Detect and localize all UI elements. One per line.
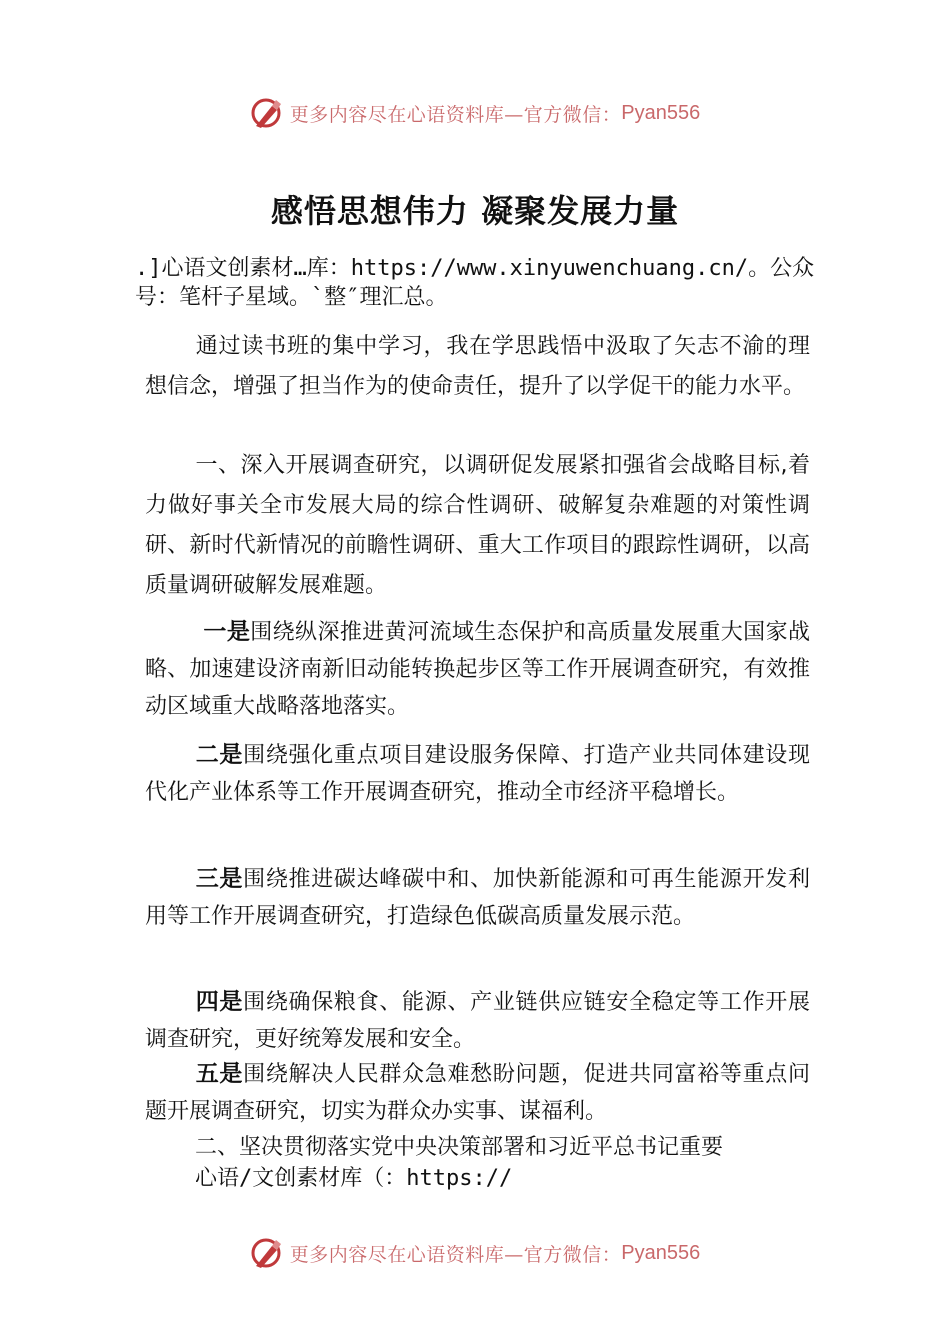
item2-text: 围绕强化重点项目建设服务保障、打造产业共同体建设现代化产业体系等工作开展调查研究，推动全市经济平稳增长。 xyxy=(145,743,810,805)
source-line: .]心语文创素材…库：https://www.xinyuwenchuang.cn/。公众号：笔杆子星域。`整″理汇总。 xyxy=(135,256,815,310)
banner-wechat-id: Pyan556 xyxy=(621,101,701,124)
list-item xyxy=(145,737,810,811)
section2-text: 二、坚决贯彻落实党中央决策部署和习近平总书记重要 xyxy=(195,1135,724,1160)
pen-logo-icon xyxy=(250,1236,284,1270)
item4-text: 围绕确保粮食、能源、产业链供应链安全稳定等工作开展调查研究，更好统筹发展和安全。 xyxy=(145,990,810,1052)
item2-lead: 二是 xyxy=(195,742,244,768)
item5-text: 围绕解决人民群众急难愁盼问题，促进共同富裕等重点问题开展调查研究，切实为群众办实事、谋福利。 xyxy=(145,1062,810,1124)
list-item xyxy=(145,861,810,935)
footer-banner xyxy=(0,1233,950,1273)
header-banner xyxy=(0,93,950,133)
item1-text: 围绕纵深推进黄河流域生态保护和高质量发展重大国家战略、加速建设济南新旧动能转换起步区等工作开展调查研究，有效推动区域重大战略落地落实。 xyxy=(145,620,811,719)
paragraph-section2-tail xyxy=(195,1163,810,1194)
list-item xyxy=(145,614,810,725)
item1-lead: 一是 xyxy=(203,619,251,645)
list-item xyxy=(145,1056,810,1130)
item5-lead: 五是 xyxy=(195,1061,244,1087)
document-title: 感悟思想伟力 凝聚发展力量 xyxy=(270,192,680,230)
item3-text: 围绕推进碳达峰碳中和、加快新能源和可再生能源开发利用等工作开展调查研究，打造绿色低碳高质量发展示范。 xyxy=(145,867,810,929)
item4-lead: 四是 xyxy=(195,989,244,1015)
item3-lead: 三是 xyxy=(195,866,244,892)
section2-tail-text: 心语/文创素材库（：https:// xyxy=(195,1166,513,1191)
banner-text: 更多内容尽在心语资料库—官方微信： xyxy=(289,1243,622,1266)
pen-logo-icon xyxy=(250,96,284,130)
paragraph-section2 xyxy=(145,1129,810,1166)
list-item xyxy=(145,984,810,1058)
paragraph-intro xyxy=(145,327,810,407)
intro-text: 通过读书班的集中学习，我在学思践悟中汲取了矢志不渝的理想信念，增强了担当作为的使命责任，提升了以学促干的能力水平。 xyxy=(145,334,810,399)
paragraph-section1 xyxy=(145,446,810,606)
banner-wechat-id: Pyan556 xyxy=(621,1241,701,1264)
section1-text: 一、深入开展调查研究，以调研促发展紧扣强省会战略目标,着力做好事关全市发展大局的综合性调研、破解复杂难题的对策性调研、新时代新情况的前瞻性调研、重大工作项目的跟踪性调研，以高质量调研破解发展难题。 xyxy=(145,453,810,598)
banner-text: 更多内容尽在心语资料库—官方微信： xyxy=(289,103,622,126)
